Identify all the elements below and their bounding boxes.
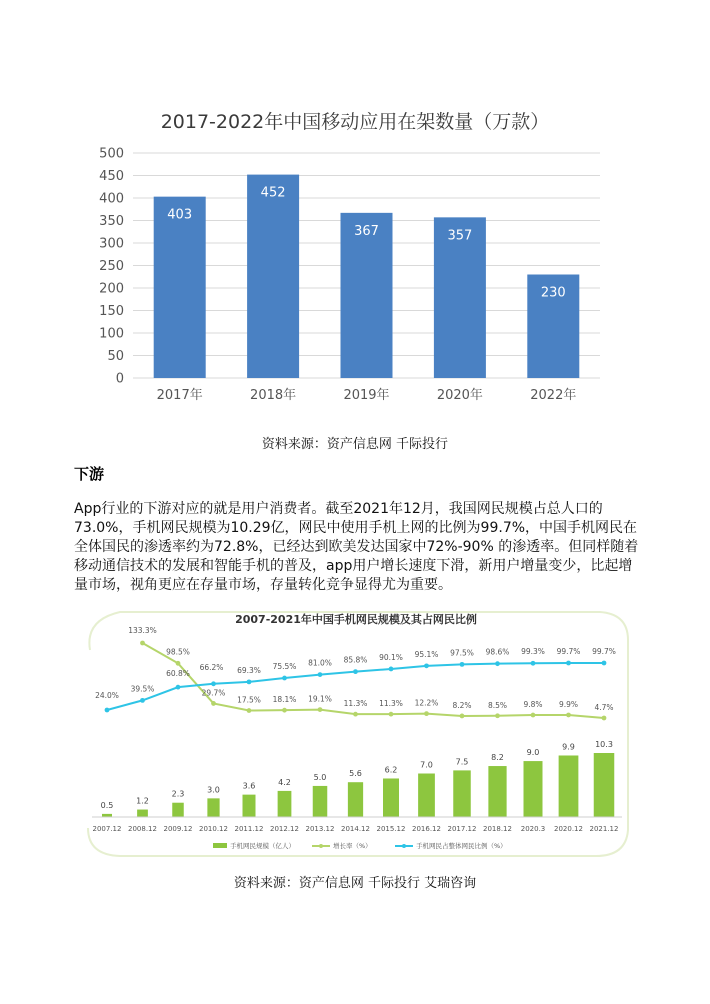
share-label: 90.1% bbox=[379, 652, 403, 662]
bar-value-label: 7.5 bbox=[455, 757, 469, 767]
share-label: 60.8% bbox=[166, 669, 190, 679]
x-tick-label: 2017年 bbox=[156, 388, 203, 403]
y-tick-label: 300 bbox=[99, 236, 124, 252]
share-point bbox=[247, 679, 252, 684]
x-tick-label: 2011.12 bbox=[234, 825, 264, 833]
growth-point bbox=[389, 712, 394, 717]
y-tick-label: 350 bbox=[99, 214, 124, 229]
bar-value-label: 7.0 bbox=[420, 760, 433, 770]
share-point bbox=[531, 661, 536, 666]
bar bbox=[207, 798, 219, 817]
x-tick-label: 2009.12 bbox=[163, 825, 193, 833]
growth-point bbox=[424, 711, 429, 716]
bar bbox=[488, 766, 506, 817]
growth-point bbox=[460, 714, 465, 719]
growth-point bbox=[566, 713, 571, 718]
share-point bbox=[424, 663, 429, 668]
x-tick-label: 2014.12 bbox=[341, 825, 370, 833]
share-point bbox=[105, 708, 110, 713]
y-tick-label: 400 bbox=[99, 191, 124, 207]
share-point bbox=[495, 661, 500, 666]
y-tick-label: 150 bbox=[99, 304, 124, 319]
bar bbox=[102, 814, 112, 817]
bar bbox=[524, 761, 543, 817]
section-paragraph bbox=[74, 500, 644, 595]
share-label: 39.5% bbox=[130, 684, 155, 694]
share-point bbox=[602, 661, 607, 666]
share-point bbox=[318, 672, 323, 677]
bar-value-label: 8.2 bbox=[491, 753, 504, 763]
x-tick-label: 2016.12 bbox=[412, 825, 441, 833]
bar-value-label: 3.0 bbox=[207, 785, 220, 795]
x-tick-label: 2008.12 bbox=[128, 825, 157, 833]
bar-value-label: 2.3 bbox=[171, 789, 185, 799]
share-label: 99.7% bbox=[556, 647, 581, 656]
paragraph-line: 73.0%，手机网民规模为10.29亿，网民中使用手机上网的比例为99.7%，中国手机网民在 bbox=[74, 520, 638, 536]
legend-marker-share bbox=[402, 844, 406, 848]
growth-label: 11.3% bbox=[343, 699, 368, 709]
bar-value-label: 5.6 bbox=[349, 769, 362, 779]
growth-label: 19.1% bbox=[308, 694, 332, 704]
growth-label: 11.3% bbox=[379, 699, 403, 709]
bar bbox=[137, 810, 148, 817]
share-point bbox=[176, 685, 181, 690]
y-tick-label: 500 bbox=[99, 146, 124, 162]
share-point bbox=[353, 669, 358, 674]
y-tick-label: 100 bbox=[99, 326, 124, 342]
share-label: 24.0% bbox=[95, 691, 119, 700]
x-tick-label: 2020.3 bbox=[520, 825, 546, 833]
section-heading: 下游 bbox=[74, 465, 105, 483]
bar bbox=[453, 770, 471, 817]
growth-label: 17.5% bbox=[237, 695, 261, 705]
x-tick-label: 2015.12 bbox=[376, 825, 406, 833]
growth-label: 29.7% bbox=[201, 688, 226, 698]
bar bbox=[172, 803, 184, 817]
bar bbox=[278, 791, 292, 817]
x-tick-label: 2020年 bbox=[436, 388, 483, 403]
legend-label: 手机网民占整体网民比例（%） bbox=[416, 842, 507, 850]
share-label: 99.3% bbox=[521, 647, 545, 657]
growth-point bbox=[176, 661, 181, 666]
chart-frame bbox=[88, 612, 628, 856]
share-point bbox=[282, 676, 287, 681]
bar-value-label: 367 bbox=[354, 223, 379, 239]
share-label: 95.1% bbox=[414, 649, 439, 659]
bar-value-label: 6.2 bbox=[384, 765, 398, 775]
growth-label: 9.9% bbox=[558, 699, 579, 709]
share-point bbox=[566, 661, 571, 666]
chart-title: 2007-2021年中国手机网民规模及其占网民比例 bbox=[235, 613, 477, 626]
x-tick-label: 2017.12 bbox=[447, 825, 477, 833]
bar bbox=[383, 778, 399, 817]
share-label: 81.0% bbox=[308, 658, 332, 668]
growth-label: 133.3% bbox=[128, 626, 157, 635]
growth-label: 12.2% bbox=[414, 698, 439, 708]
share-label: 66.2% bbox=[199, 662, 224, 672]
x-tick-label: 2022年 bbox=[530, 388, 577, 403]
paragraph-line: 移动通信技术的发展和智能手机的普及，app用户增长速度下滑，新用户增量变少，比起增 bbox=[74, 558, 633, 574]
growth-point bbox=[495, 713, 500, 718]
share-label: 98.6% bbox=[485, 647, 510, 657]
growth-label: 8.5% bbox=[487, 700, 508, 710]
x-tick-label: 2018.12 bbox=[483, 825, 512, 833]
share-point bbox=[389, 667, 394, 672]
bar bbox=[313, 786, 328, 817]
y-tick-label: 450 bbox=[99, 169, 124, 184]
bar bbox=[418, 774, 435, 817]
legend-marker-growth bbox=[319, 844, 323, 848]
growth-line bbox=[143, 643, 605, 718]
growth-point bbox=[247, 708, 252, 713]
x-tick-label: 2007.12 bbox=[92, 825, 122, 833]
bar-value-label: 452 bbox=[260, 185, 286, 201]
bar bbox=[348, 782, 363, 817]
x-tick-label: 2020.12 bbox=[554, 825, 583, 833]
bar bbox=[243, 795, 256, 817]
share-point bbox=[211, 681, 216, 686]
share-label: 69.3% bbox=[237, 665, 261, 675]
share-line bbox=[107, 663, 604, 710]
bar-value-label: 357 bbox=[447, 228, 473, 244]
growth-label: 18.1% bbox=[272, 695, 297, 705]
paragraph-line: 全体国民的渗透率约为72.8%，已经达到欧美发达国家中72%-90% 的渗透率。但同样随着 bbox=[74, 539, 639, 555]
growth-point bbox=[353, 712, 358, 717]
bar-value-label: 9.0 bbox=[526, 748, 540, 758]
y-tick-label: 250 bbox=[99, 259, 124, 274]
growth-label: 4.7% bbox=[594, 703, 614, 712]
share-point bbox=[140, 698, 145, 703]
x-tick-label: 2021.12 bbox=[589, 825, 619, 833]
bar-value-label: 403 bbox=[167, 207, 193, 223]
bar bbox=[559, 755, 579, 817]
growth-label: 98.5% bbox=[166, 647, 190, 657]
y-tick-label: 0 bbox=[115, 371, 124, 387]
bar-value-label: 9.9 bbox=[562, 742, 575, 752]
bar-value-label: 4.2 bbox=[278, 777, 291, 787]
growth-point bbox=[531, 713, 536, 718]
bar bbox=[594, 753, 615, 817]
bar bbox=[247, 175, 299, 378]
share-label: 99.7% bbox=[592, 647, 616, 656]
x-tick-label: 2010.12 bbox=[199, 825, 228, 833]
share-label: 75.5% bbox=[272, 662, 297, 672]
app-count-bar-chart bbox=[0, 0, 710, 430]
chart2-source: 资料来源：资产信息网 千际投行 艾瑞咨询 bbox=[233, 876, 477, 891]
x-tick-label: 2018年 bbox=[250, 388, 297, 403]
paragraph-line: App行业的下游对应的就是用户消费者。截至2021年12月，我国网民规模占总人口的 bbox=[74, 501, 603, 517]
bar-value-label: 10.3 bbox=[595, 740, 613, 749]
growth-label: 8.2% bbox=[452, 700, 472, 710]
y-tick-label: 200 bbox=[99, 281, 124, 297]
growth-point bbox=[211, 701, 216, 706]
bar-value-label: 0.5 bbox=[100, 800, 114, 810]
x-tick-label: 2019年 bbox=[343, 388, 390, 403]
x-tick-label: 2012.12 bbox=[270, 825, 299, 833]
x-tick-label: 2013.12 bbox=[305, 825, 335, 833]
legend-label: 手机网民规模（亿人） bbox=[230, 842, 295, 850]
paragraph-line: 量市场，视角更应在存量市场，存量转化竞争显得尤为重要。 bbox=[74, 577, 452, 593]
bar-value-label: 230 bbox=[540, 285, 566, 301]
growth-label: 9.8% bbox=[523, 700, 543, 710]
chart1-source: 资料来源：资产信息网 千际投行 bbox=[261, 437, 449, 452]
bar-value-label: 5.0 bbox=[313, 772, 327, 782]
bar-value-label: 3.6 bbox=[242, 781, 256, 791]
legend-swatch-bar bbox=[213, 843, 227, 848]
growth-point bbox=[282, 708, 287, 713]
growth-point bbox=[602, 716, 607, 721]
legend-label: 增长率（%） bbox=[333, 842, 372, 850]
y-tick-label: 50 bbox=[107, 349, 124, 364]
bar-value-label: 1.2 bbox=[136, 796, 149, 806]
share-point bbox=[460, 662, 465, 667]
bar bbox=[154, 197, 206, 378]
share-label: 97.5% bbox=[450, 648, 474, 658]
growth-point bbox=[318, 707, 323, 712]
share-label: 85.8% bbox=[343, 655, 368, 665]
chart-title: 2017-2022年中国移动应用在架数量（万款） bbox=[160, 111, 550, 133]
growth-point bbox=[140, 641, 145, 646]
